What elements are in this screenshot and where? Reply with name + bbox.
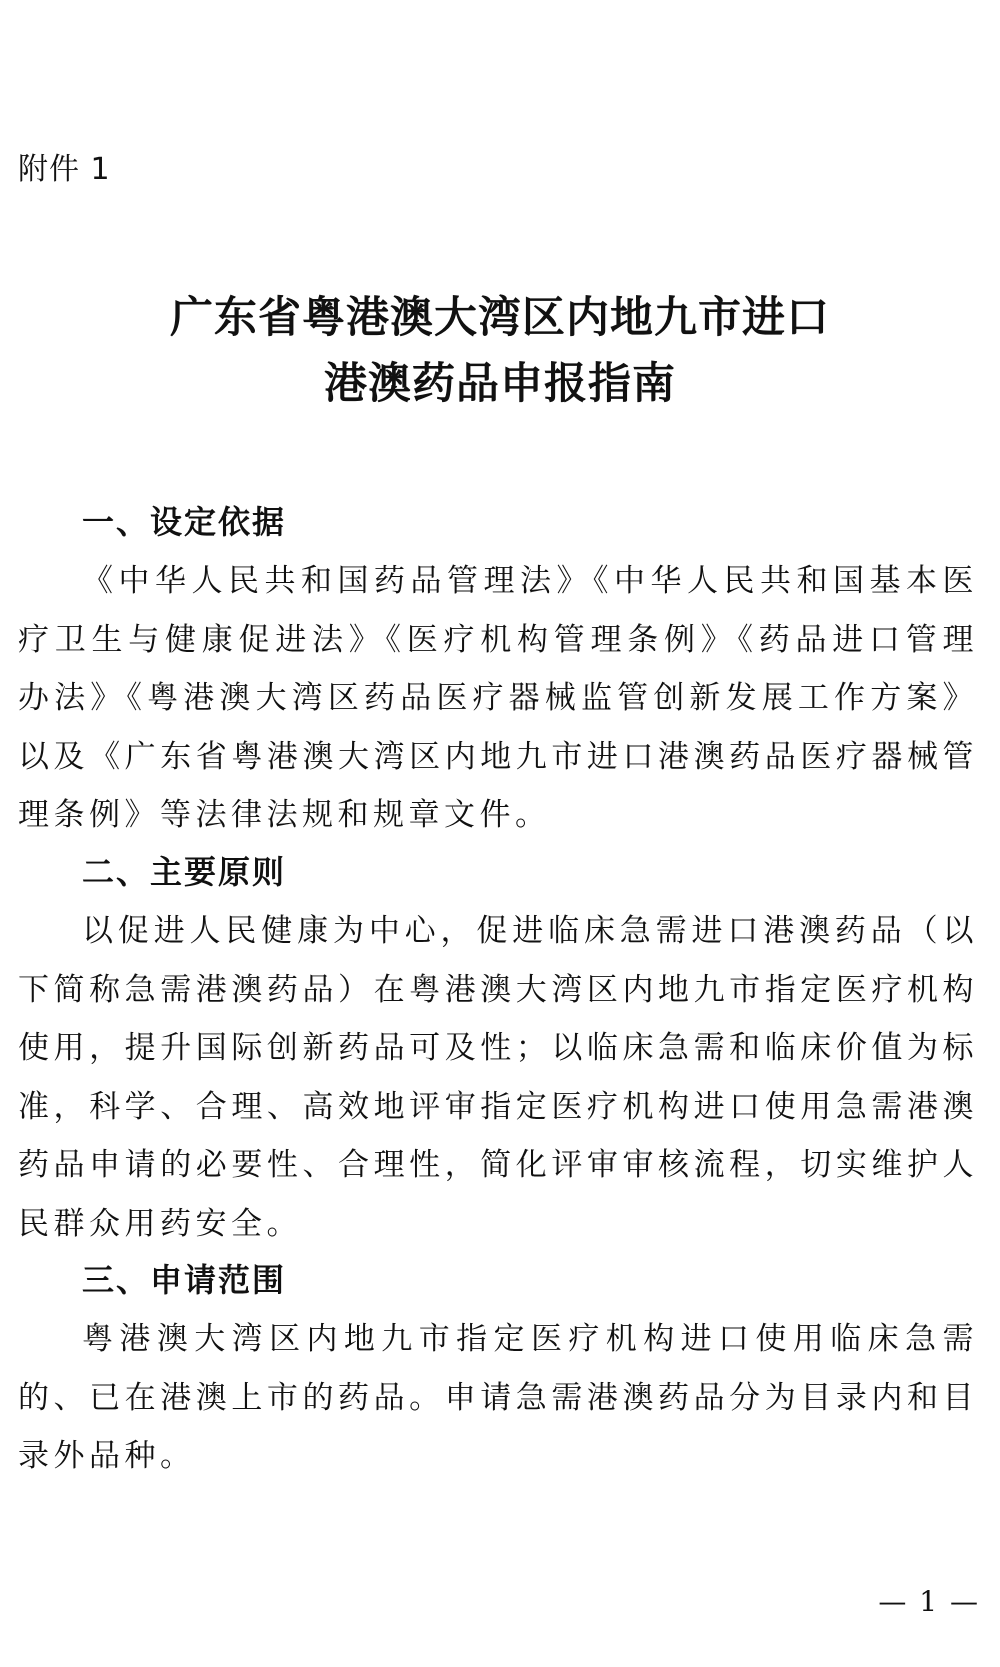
document-title (0, 285, 1000, 417)
section-paragraph: 《中华人民共和国药品管理法》《中华人民共和国基本医疗卫生与健康促进法》《医疗机构管理条例》《药品进口管理办法》《粤港澳大湾区药品医疗器械监管创新发展工作方案》以及《广东省粤港澳大湾区内地九市进口港澳药品医疗器械管理条例》等法律法规和规章文件。 (18, 563, 978, 833)
section-paragraph: 以促进人民健康为中心，促进临床急需进口港澳药品（以下简称急需港澳药品）在粤港澳大湾区内地九市指定医疗机构使用，提升国际创新药品可及性；以临床急需和临床价值为标准，科学、合理、高效地评审指定医疗机构进口使用急需港澳药品申请的必要性、合理性，简化评审审核流程，切实维护人民群众用药安全。 (18, 913, 978, 1242)
section-principles (18, 842, 978, 1253)
section-basis (18, 492, 978, 845)
section-paragraph: 粤港澳大湾区内地九市指定医疗机构进口使用临床急需的、已在港澳上市的药品。申请急需港澳药品分为目录内和目录外品种。 (18, 1321, 978, 1474)
section-heading: 二、主要原则 (82, 853, 287, 891)
attachment-label: 附件 1 (18, 152, 111, 187)
section-scope (18, 1250, 978, 1486)
section-heading: 一、设定依据 (82, 503, 287, 541)
section-heading: 三、申请范围 (82, 1261, 287, 1299)
page-number: — 1 — (878, 1585, 980, 1618)
title-line-1: 广东省粤港澳大湾区内地九市进口 (170, 293, 830, 343)
title-line-2: 港澳药品申报指南 (324, 359, 676, 409)
